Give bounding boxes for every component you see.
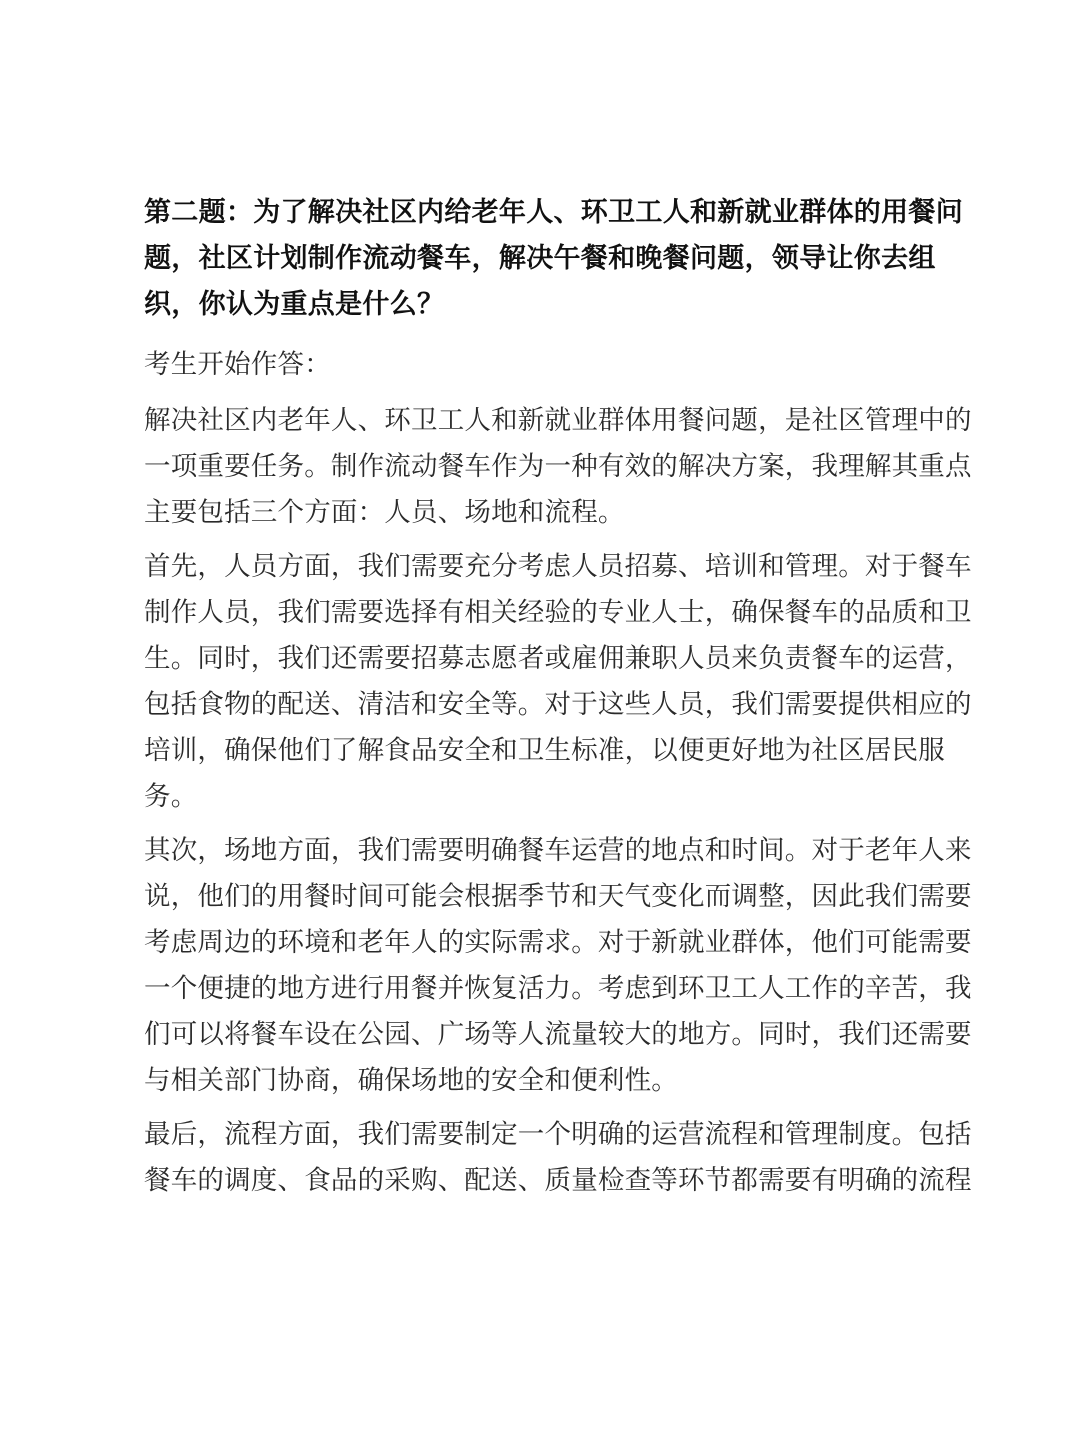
document-body [144,190,974,1212]
answer-paragraph-venue: 其次，场地方面，我们需要明确餐车运营的地点和时间。对于老年人来说，他们的用餐时间可能会根据季节和天气变化而调整，因此我们需要考虑周边的环境和老年人的实际需求。对于新就业群体，他们可能需要一个便捷的地方进行用餐并恢复活力。考虑到环卫工人工作的辛苦，我们可以将餐车设在公园、广场等人流量较大的地方。同时，我们还需要与相关部门协商，确保场地的安全和便利性。 [144,835,972,1096]
question-heading: 第二题：为了解决社区内给老年人、环卫工人和新就业群体的用餐问题，社区计划制作流动餐车，解决午餐和晚餐问题，领导让你去组织，你认为重点是什么？ [144,197,963,320]
answer-intro: 考生开始作答： [144,349,331,380]
answer-paragraph-personnel: 首先，人员方面，我们需要充分考虑人员招募、培训和管理。对于餐车制作人员，我们需要选择有相关经验的专业人士，确保餐车的品质和卫生。同时，我们还需要招募志愿者或雇佣兼职人员来负责餐车的运营，包括食物的配送、清洁和安全等。对于这些人员，我们需要提供相应的培训，确保他们了解食品安全和卫生标准，以便更好地为社区居民服务。 [144,551,972,812]
answer-paragraph-process: 最后，流程方面，我们需要制定一个明确的运营流程和管理制度。包括餐车的调度、食品的采购、配送、质量检查等环节都需要有明确的流程 [144,1119,972,1196]
answer-paragraph-overview: 解决社区内老年人、环卫工人和新就业群体用餐问题，是社区管理中的一项重要任务。制作流动餐车作为一种有效的解决方案，我理解其重点主要包括三个方面：人员、场地和流程。 [144,405,972,528]
